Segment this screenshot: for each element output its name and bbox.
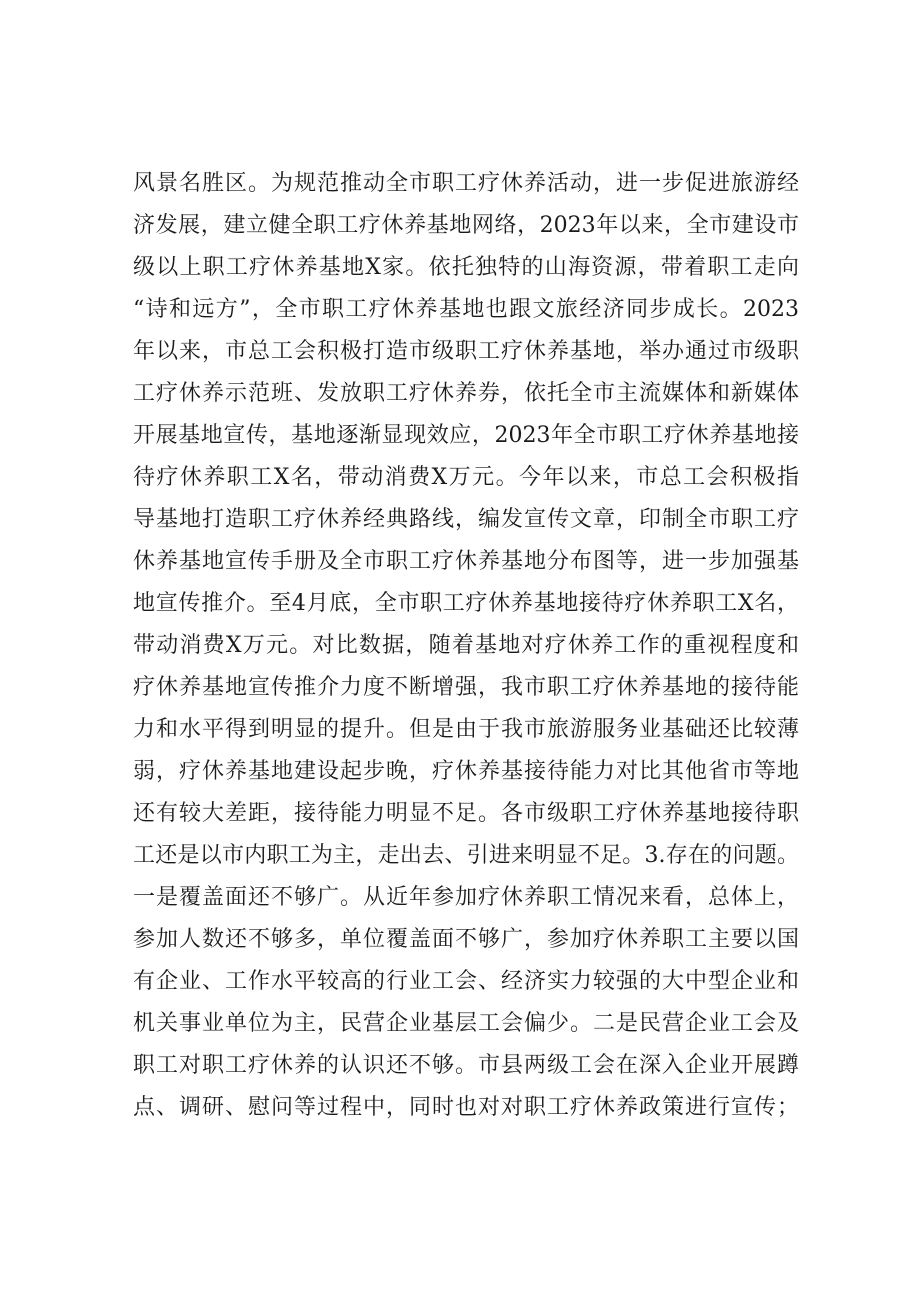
text-line: 年以来，市总工会积极打造市级职工疗休养基地，举办通过市级职	[133, 339, 799, 364]
text-line: 级以上职工疗休养基地X家。依托独特的山海资源，带着职工走向	[133, 255, 799, 280]
text-line: 济发展，建立健全职工疗休养基地网络，2023年以来，全市建设市	[133, 213, 799, 238]
text-line: 疗休养基地宣传推介力度不断增强，我市职工疗休养基地的接待能	[133, 675, 799, 700]
text-line: 职工对职工疗休养的认识还不够。市县两级工会在深入企业开展蹲	[133, 1053, 799, 1078]
text-line: 工还是以市内职工为主，走出去、引进来明显不足。3.存在的问题。	[133, 843, 799, 868]
text-line: 导基地打造职工疗休养经典路线，编发宣传文章，印制全市职工疗	[133, 507, 799, 532]
text-line: 弱，疗休养基地建设起步晚，疗休养基接待能力对比其他省市等地	[133, 759, 799, 784]
text-line: 点、调研、慰问等过程中，同时也对对职工疗休养政策进行宣传；	[133, 1095, 799, 1120]
text-line: 参加人数还不够多，单位覆盖面不够广，参加疗休养职工主要以国	[133, 927, 799, 952]
text-line: 有企业、工作水平较高的行业工会、经济实力较强的大中型企业和	[133, 969, 799, 994]
text-line: 休养基地宣传手册及全市职工疗休养基地分布图等，进一步加强基	[133, 549, 799, 574]
text-line: 工疗休养示范班、发放职工疗休养券，依托全市主流媒体和新媒体	[133, 381, 799, 406]
body-paragraph	[133, 163, 799, 1129]
text-line: 力和水平得到明显的提升。但是由于我市旅游服务业基础还比较薄	[133, 717, 799, 742]
text-line: 一是覆盖面还不够广。从近年参加疗休养职工情况来看，总体上，	[133, 885, 799, 910]
text-line: 地宣传推介。至4月底，全市职工疗休养基地接待疗休养职工X名，	[133, 591, 799, 616]
text-line: 待疗休养职工X名，带动消费X万元。今年以来，市总工会积极指	[133, 465, 799, 490]
text-line: “诗和远方”，全市职工疗休养基地也跟文旅经济同步成长。2023	[133, 297, 799, 322]
text-line: 带动消费X万元。对比数据，随着基地对疗休养工作的重视程度和	[133, 633, 799, 658]
text-line: 开展基地宣传，基地逐渐显现效应，2023年全市职工疗休养基地接	[133, 423, 799, 448]
text-line: 机关事业单位为主，民营企业基层工会偏少。二是民营企业工会及	[133, 1011, 799, 1036]
text-line: 风景名胜区。为规范推动全市职工疗休养活动，进一步促进旅游经	[133, 171, 799, 196]
text-line: 还有较大差距，接待能力明显不足。各市级职工疗休养基地接待职	[133, 801, 799, 826]
